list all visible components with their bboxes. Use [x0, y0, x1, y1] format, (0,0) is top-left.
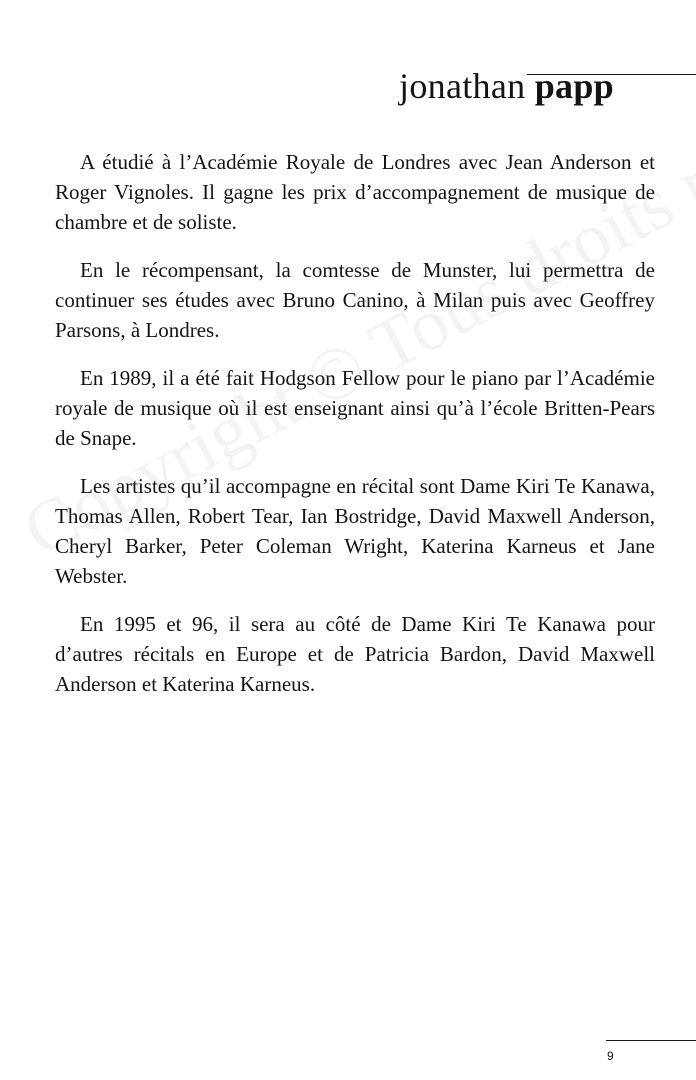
paragraph-1: A étudié à l’Académie Royale de Londres avec Jean Anderson et Roger Vignoles. Il gagne les prix d’accompagnement de musique de chambre et de soliste. [55, 150, 655, 234]
paragraph-3: En 1989, il a été fait Hodgson Fellow pour le piano par l’Académie royale de musique où il est enseignant ainsi qu’à l’école Britten-Pears de Snape. [55, 366, 655, 450]
title-first-name: jonathan [399, 66, 526, 106]
page-number: 9 [607, 1049, 614, 1063]
footer-rule [606, 1040, 696, 1041]
paragraph-4: Les artistes qu’il accompagne en récital sont Dame Kiri Te Kanawa, Thomas Allen, Robert Tear, Ian Bostridge, David Maxwell Anderson, Cheryl Barker, Peter Coleman Wright, Katerina Karneus et Jane Webster. [55, 474, 655, 588]
page-title [399, 68, 614, 104]
paragraph-5: En 1995 et 96, il sera au côté de Dame Kiri Te Kanawa pour d’autres récitals en Europe et de Patricia Bardon, David Maxwell Anderson et Katerina Karneus. [55, 612, 655, 696]
title-last-name: papp [534, 66, 614, 106]
paragraph-2: En le récompensant, la comtesse de Munster, lui permettra de continuer ses études avec Bruno Canino, à Milan puis avec Geoffrey Parsons, à Londres. [55, 258, 655, 342]
body-text [55, 147, 655, 717]
